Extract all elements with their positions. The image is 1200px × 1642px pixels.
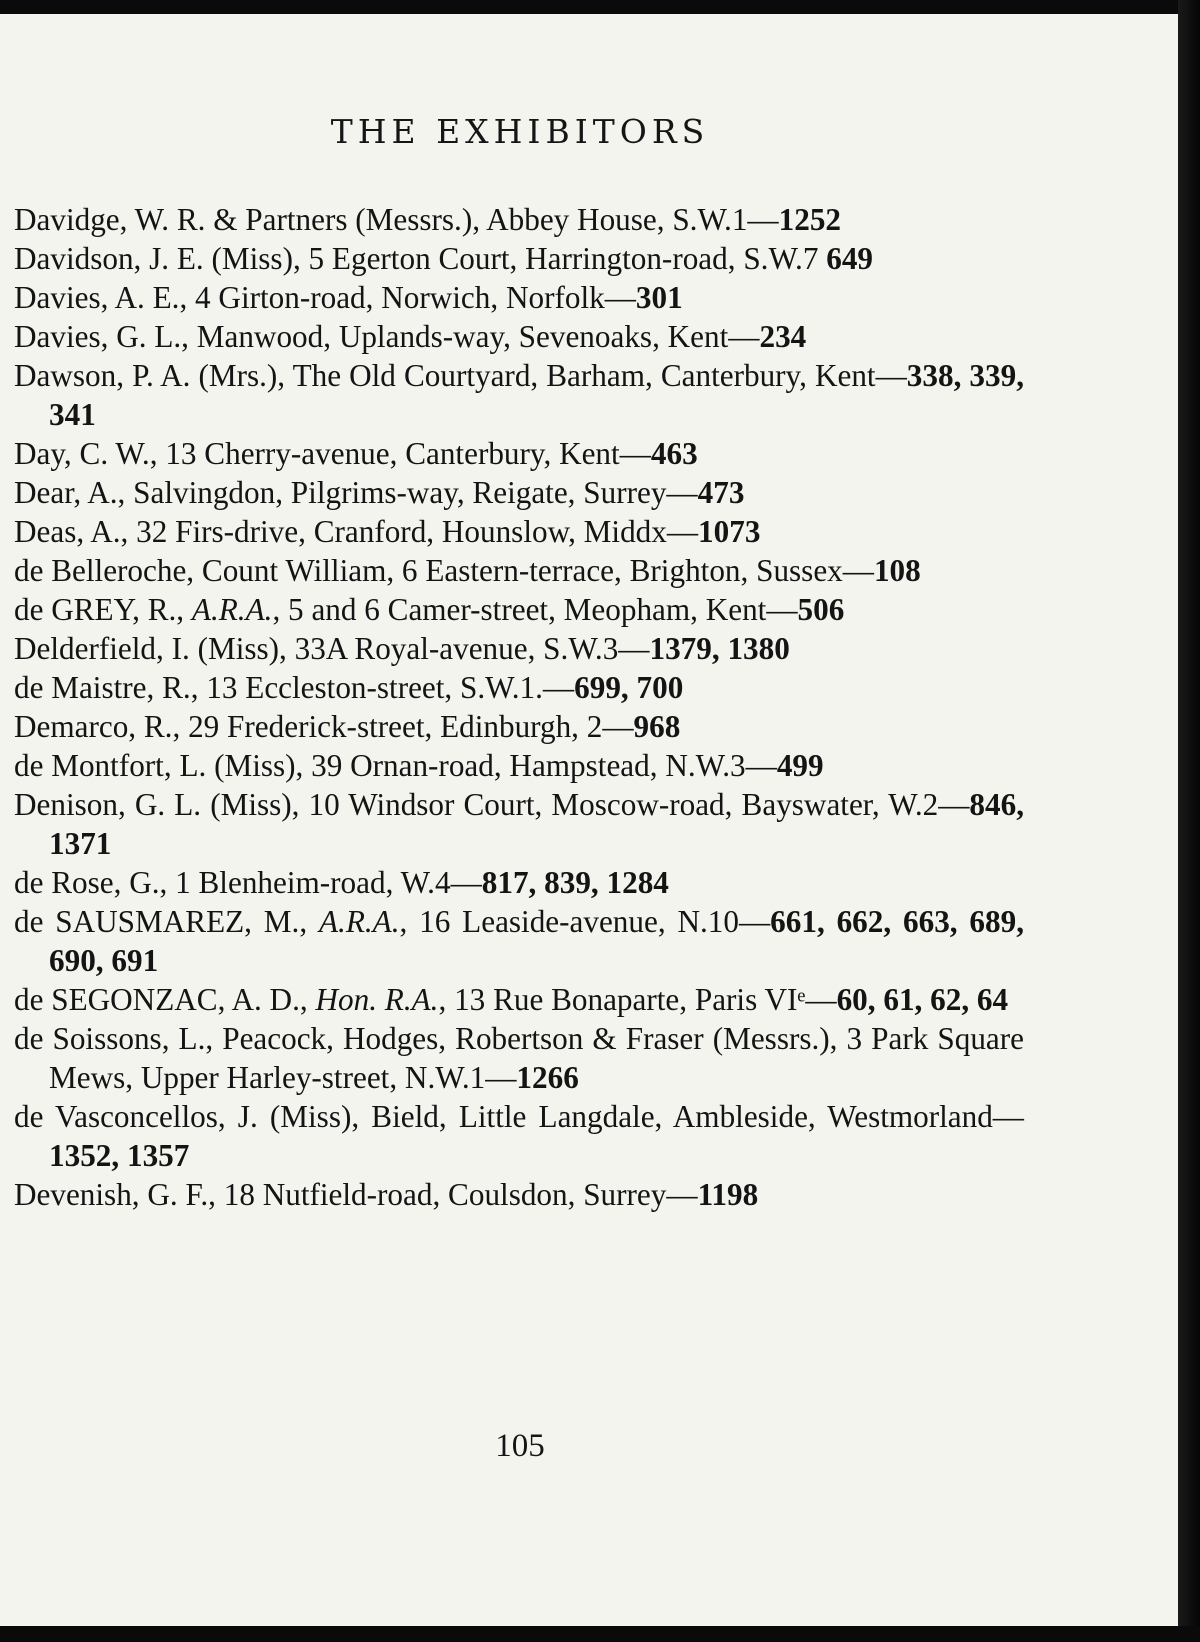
honorific: Hon. R.A. (315, 982, 439, 1017)
entry-text: Demarco, R., 29 Frederick-street, Edinburgh, 2— (14, 709, 634, 744)
catalogue-numbers: 699, 700 (574, 670, 684, 705)
catalogue-numbers: 234 (759, 319, 807, 354)
scan-border-bottom (0, 1626, 1200, 1642)
catalogue-numbers: 817, 839, 1284 (481, 865, 669, 900)
catalogue-numbers: 108 (873, 553, 921, 588)
catalogue-numbers: 846, 1371 (49, 787, 1024, 861)
catalogue-numbers: 499 (776, 748, 824, 783)
entry-text: , 5 and 6 Camer-street, Meopham, Kent— (272, 592, 798, 627)
catalogue-numbers: 338, 339, 341 (49, 358, 1024, 432)
entry-text: de Vasconcellos, J. (Miss), Bield, Little Langdale, Ambleside, Westmorland— (14, 1099, 1024, 1134)
entry-text: Dawson, P. A. (Mrs.), The Old Courtyard, Barham, Canterbury, Kent— (14, 358, 907, 393)
entry-text: , 13 Rue Bonaparte, Paris VIᵉ— (438, 982, 837, 1017)
entry-text: Davies, G. L., Manwood, Uplands-way, Sevenoaks, Kent— (14, 319, 760, 354)
exhibitor-entry (14, 1097, 1024, 1175)
book-page (0, 14, 1178, 1626)
entry-text: Davidge, W. R. & Partners (Messrs.), Abbey House, S.W.1— (14, 202, 779, 237)
exhibitor-entry (14, 629, 1024, 668)
catalogue-numbers: 463 (650, 436, 698, 471)
entry-text: de Soissons, L., Peacock, Hodges, Robertson & Fraser (Messrs.), 3 Park Square Mews, Upper Harley-street, N.W.1— (14, 1021, 1024, 1095)
exhibitor-entry (14, 707, 1024, 746)
exhibitor-entry (14, 317, 1024, 356)
entry-text: Davidson, J. E. (Miss), 5 Egerton Court, Harrington-road, S.W.7 (14, 241, 827, 276)
entry-text: de SEGONZAC, A. D., (14, 982, 316, 1017)
entry-text: Delderfield, I. (Miss), 33A Royal-avenue, S.W.3— (14, 631, 650, 666)
entry-text: de GREY, R., (14, 592, 192, 627)
exhibitor-entry (14, 356, 1024, 434)
exhibitor-entry (14, 512, 1024, 551)
exhibitor-entry (14, 590, 1024, 629)
honorific: A.R.A. (191, 592, 273, 627)
entry-text: , 16 Leaside-avenue, N.10— (399, 904, 771, 939)
entry-text: Denison, G. L. (Miss), 10 Windsor Court, Moscow-road, Bayswater, W.2— (14, 787, 970, 822)
entry-text: de SAUSMAREZ, M., (14, 904, 319, 939)
catalogue-numbers: 1352, 1357 (49, 1138, 190, 1173)
catalogue-numbers: 661, 662, 663, 689, 690, 691 (49, 904, 1024, 978)
running-head: THE EXHIBITORS (330, 112, 710, 151)
catalogue-numbers: 1266 (516, 1060, 579, 1095)
catalogue-numbers: 968 (633, 709, 681, 744)
exhibitor-entry (14, 434, 1024, 473)
entry-text: Davies, A. E., 4 Girton-road, Norwich, Norfolk— (14, 280, 636, 315)
exhibitor-entry (14, 980, 1024, 1019)
catalogue-numbers: 1198 (697, 1177, 759, 1212)
entry-text: Dear, A., Salvingdon, Pilgrims-way, Reigate, Surrey— (14, 475, 698, 510)
exhibitor-entry (14, 473, 1024, 512)
exhibitor-entry (14, 239, 1024, 278)
page-number: 105 (495, 1428, 545, 1464)
honorific: A.R.A. (318, 904, 400, 939)
exhibitor-entry (14, 785, 1024, 863)
exhibitor-entry (14, 746, 1024, 785)
exhibitor-entry (14, 902, 1024, 980)
exhibitor-entry (14, 551, 1024, 590)
catalogue-numbers: 60, 61, 62, 64 (836, 982, 1009, 1017)
exhibitor-entry (14, 668, 1024, 707)
exhibitor-entry (14, 1175, 1024, 1214)
scan-border-right (1178, 0, 1200, 1642)
exhibitor-entry (14, 863, 1024, 902)
entry-text: Devenish, G. F., 18 Nutfield-road, Coulsdon, Surrey— (14, 1177, 698, 1212)
exhibitor-entry (14, 1019, 1024, 1097)
entry-text: Deas, A., 32 Firs-drive, Cranford, Hounslow, Middx— (14, 514, 699, 549)
catalogue-numbers: 506 (797, 592, 845, 627)
catalogue-numbers: 1379, 1380 (649, 631, 790, 666)
entry-text: de Rose, G., 1 Blenheim-road, W.4— (14, 865, 482, 900)
exhibitor-entry (14, 278, 1024, 317)
catalogue-numbers: 473 (697, 475, 745, 510)
entry-text: Day, C. W., 13 Cherry-avenue, Canterbury, Kent— (14, 436, 651, 471)
catalogue-numbers: 1073 (698, 514, 761, 549)
entry-text: de Montfort, L. (Miss), 39 Ornan-road, Hampstead, N.W.3— (14, 748, 777, 783)
entry-text: de Belleroche, Count William, 6 Eastern-terrace, Brighton, Sussex— (14, 553, 874, 588)
catalogue-numbers: 1252 (778, 202, 841, 237)
exhibitor-list (14, 200, 1024, 1214)
entry-text: de Maistre, R., 13 Eccleston-street, S.W.1.— (14, 670, 575, 705)
catalogue-numbers: 649 (826, 241, 874, 276)
catalogue-numbers: 301 (635, 280, 683, 315)
exhibitor-entry (14, 200, 1024, 239)
